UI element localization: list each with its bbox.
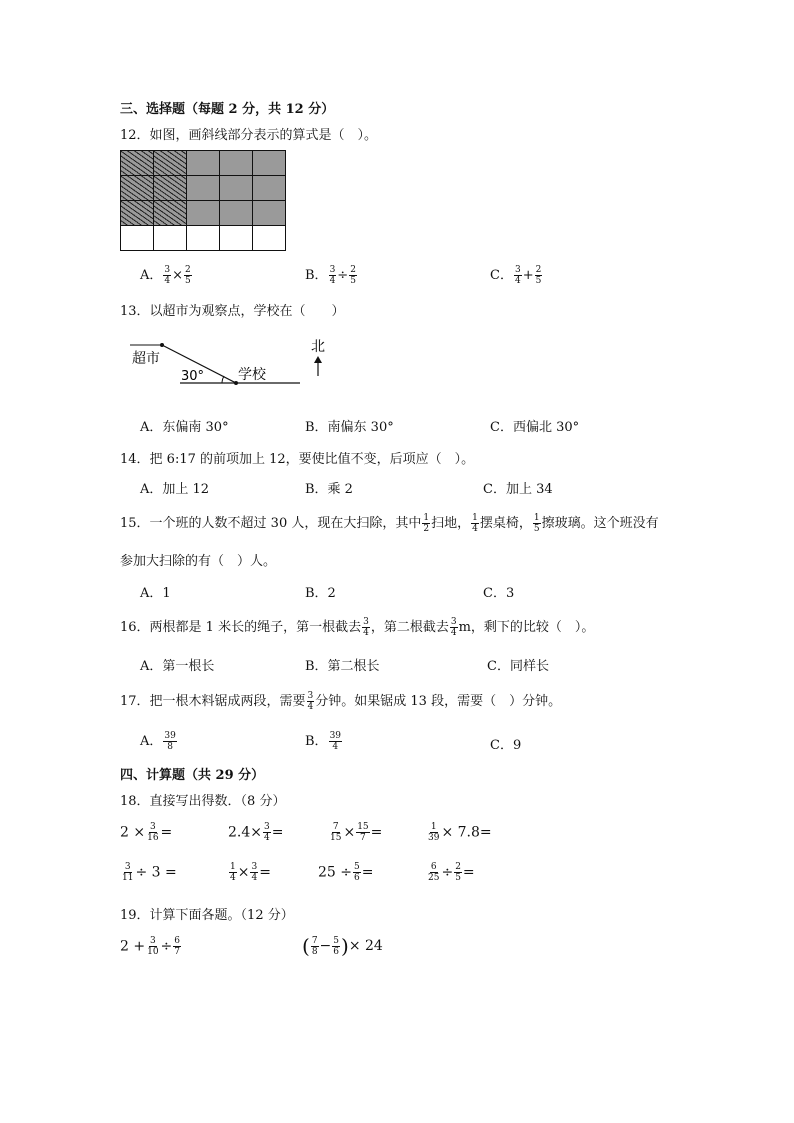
q13-option-c[interactable]: C．西偏北 30° (490, 420, 580, 435)
q18-item-1: 2 × $\frac{3}{16}$ = (120, 822, 173, 843)
q16-option-a[interactable]: A．第一根长 (140, 659, 215, 674)
grid-cell (120, 200, 154, 226)
grid-cell (153, 175, 187, 201)
grid-cell (252, 150, 286, 176)
grid-cell (186, 175, 220, 201)
north-arrow-icon (308, 336, 332, 378)
fraction: $\frac{1}{4}$ (472, 513, 478, 534)
q12-grid-figure (120, 150, 287, 252)
label-school: 学校 (238, 367, 266, 383)
label-north: 北 (311, 339, 325, 355)
q16-option-b[interactable]: B．第二根长 (305, 659, 380, 674)
q19-stem: 19．计算下面各题。（12 分） (120, 908, 294, 923)
q18-item-2: 2.4× $\frac{3}{4}$ = (228, 822, 284, 843)
fraction: $\frac{3}{4}$ (164, 265, 171, 286)
q19-expression-2: ( $\frac{7}{8}$ − $\frac{5}{6}$ )× 24 (302, 934, 383, 958)
q12-option-c[interactable]: C． $\frac{3}{4}$ + $\frac{2}{5}$ (490, 265, 542, 286)
section-title-calculation: 四、计算题（共 29 分） (120, 768, 265, 783)
q16-stem: 16．两根都是 1 米长的绳子，第一根截去 $\frac{3}{4}$ ，第二根截去 $\frac{3}{4}$ m，剩下的比较（ ）。 (120, 617, 595, 638)
label-supermarket: 超市 (132, 351, 160, 367)
q18-item-5: $\frac{3}{11}$ ÷ 3 = (122, 862, 177, 883)
q14-stem: 14．把 6:17 的前项加上 12，要使比值不变，后项应（ ）。 (120, 452, 475, 467)
grid-cell (252, 175, 286, 201)
option-label: A． (140, 268, 163, 283)
label-angle: 30° (181, 369, 205, 384)
q17-option-c[interactable]: C．9 (490, 738, 522, 753)
q15-option-b[interactable]: B．2 (305, 586, 336, 601)
grid-cell (120, 175, 154, 201)
grid-cell (219, 200, 253, 226)
fraction: $\frac{3}{4}$ (363, 617, 369, 638)
q13-stem: 13．以超市为观察点，学校在（ ） (120, 304, 345, 319)
q15-option-a[interactable]: A．1 (140, 586, 171, 601)
grid-cell (219, 175, 253, 201)
q13-option-a[interactable]: A．东偏南 30° (140, 420, 229, 435)
angle-arc (222, 376, 224, 383)
grid-cell (153, 225, 187, 251)
fraction: $\frac{1}{2}$ (423, 513, 430, 534)
grid-cell (219, 225, 253, 251)
grid-cell (153, 150, 187, 176)
q18-item-6: $\frac{1}{4}$ × $\frac{3}{4}$ = (230, 862, 271, 883)
fraction: $\frac{39}{8}$ (164, 731, 176, 752)
q15-option-c[interactable]: C．3 (483, 586, 515, 601)
grid-cell (252, 225, 286, 251)
section-title-choice: 三、选择题（每题 2 分，共 12 分） (120, 102, 335, 117)
q12-stem: 12．如图，画斜线部分表示的算式是（ ）。 (120, 128, 378, 143)
q18-item-7: 25 ÷ $\frac{5}{6}$ = (318, 862, 374, 883)
grid-cell (219, 150, 253, 176)
q14-option-b[interactable]: B．乘 2 (305, 482, 353, 497)
q14-option-c[interactable]: C．加上 34 (483, 482, 553, 497)
grid-cell (186, 150, 220, 176)
q18-item-4: $\frac{1}{39}$ × 7.8= (428, 822, 492, 843)
q15-stem-line1: 15．一个班的人数不超过 30 人，现在大扫除，其中 $\frac{1}{2}$ 扫地， $\frac{1}{4}$ 摆桌椅， $\frac{1}{5}$ 擦玻璃。这个班没有 (120, 513, 659, 534)
q13-option-b[interactable]: B．南偏东 30° (305, 420, 394, 435)
fraction: $\frac{1}{5}$ (533, 513, 540, 534)
q18-item-8: $\frac{6}{25}$ ÷ $\frac{2}{5}$ = (428, 862, 475, 883)
grid-cell (120, 225, 154, 251)
q15-stem-line2: 参加大扫除的有（ ）人。 (120, 554, 277, 569)
q19-expression-1: 2 + $\frac{3}{10}$ ÷ $\frac{6}{7}$ (120, 936, 181, 957)
q14-option-a[interactable]: A．加上 12 (140, 482, 210, 497)
grid-cell (120, 150, 154, 176)
q16-option-c[interactable]: C．同样长 (487, 659, 549, 674)
grid-cell (186, 225, 220, 251)
q12-option-b[interactable]: B． $\frac{3}{4}$ ÷ $\frac{2}{5}$ (305, 265, 356, 286)
q12-option-a[interactable]: A． $\frac{3}{4}$ × $\frac{2}{5}$ (140, 265, 191, 286)
grid-cell (153, 200, 187, 226)
q17-option-a[interactable]: A． $\frac{39}{8}$ (140, 731, 176, 752)
q17-stem: 17．把一根木料锯成两段，需要 $\frac{3}{4}$ 分钟。如果锯成 13 段，需要（ ）分钟。 (120, 691, 562, 712)
fraction: $\frac{2}{5}$ (185, 265, 191, 286)
q18-stem: 18．直接写出得数．（8 分） (120, 794, 286, 809)
grid-cell (186, 200, 220, 226)
q13-direction-diagram (126, 335, 336, 395)
fraction: $\frac{3}{4}$ (450, 617, 457, 638)
q18-item-3: $\frac{7}{15}$ × $\frac{15}{7}$ = (330, 822, 383, 843)
fraction: $\frac{3}{4}$ (307, 691, 314, 712)
fraction: $\frac{39}{4}$ (329, 731, 342, 752)
grid-cell (252, 200, 286, 226)
q17-option-b[interactable]: B． $\frac{39}{4}$ (305, 731, 342, 752)
